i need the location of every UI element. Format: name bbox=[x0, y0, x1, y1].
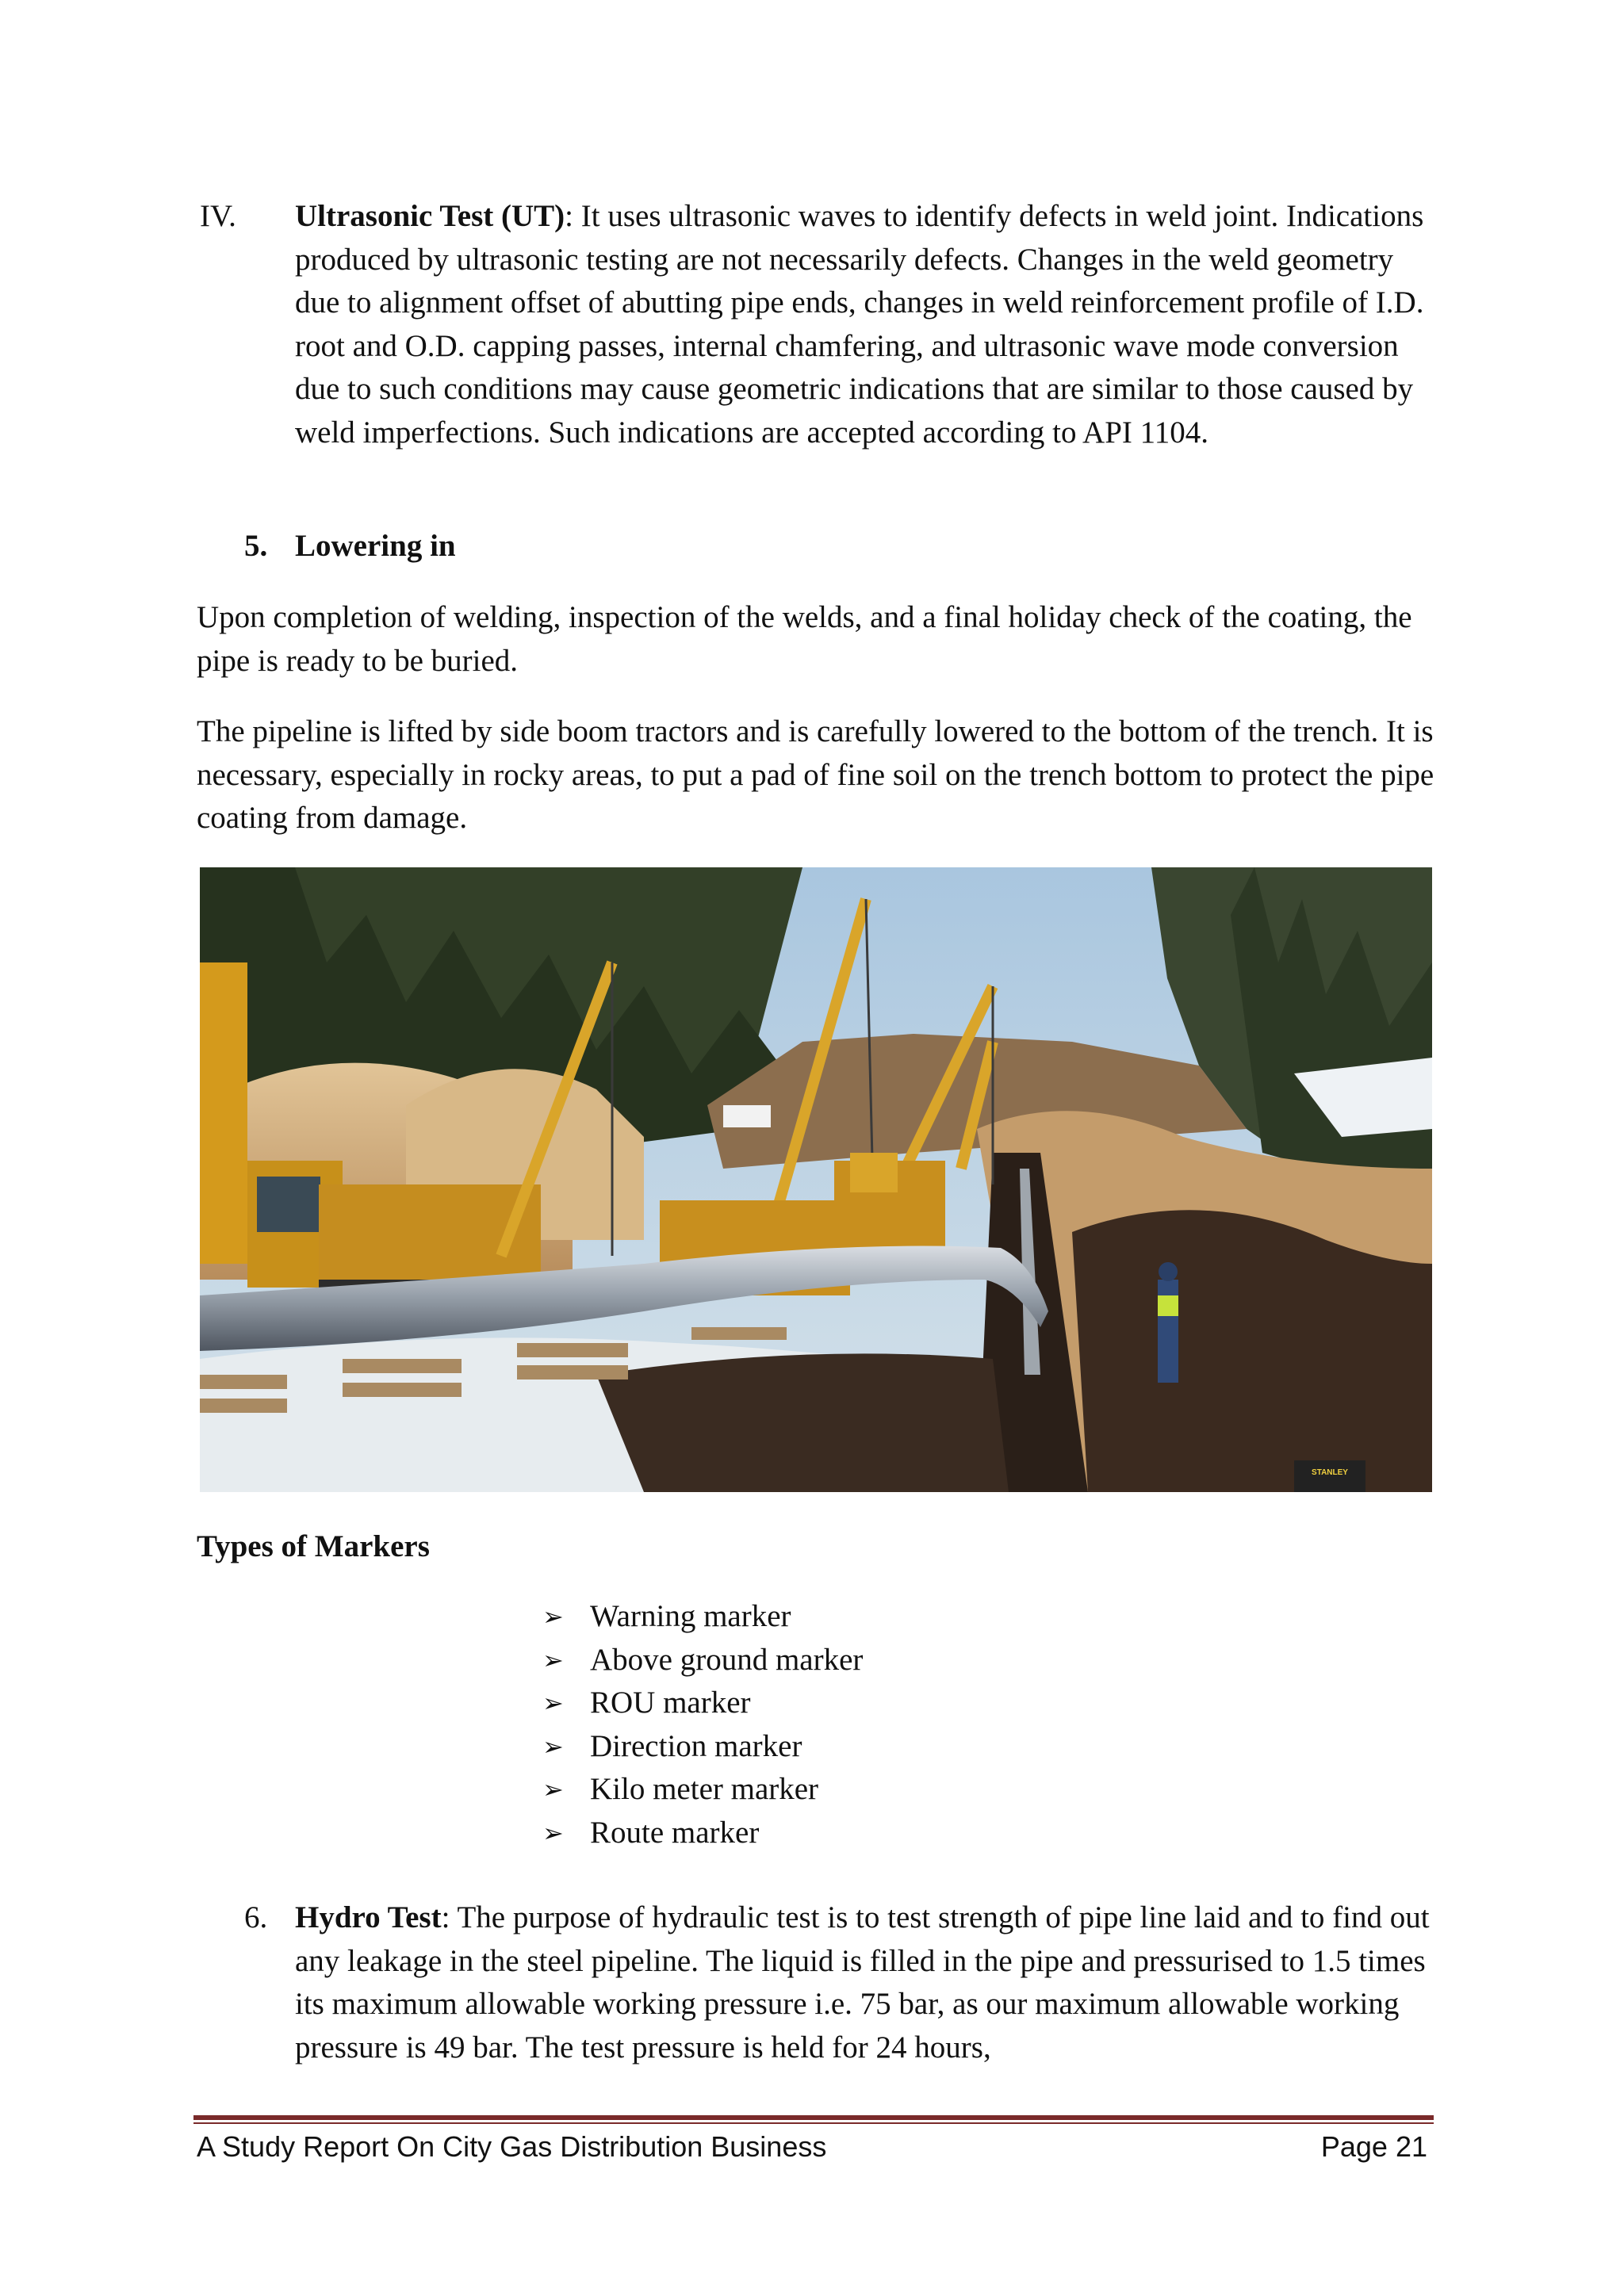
arrowhead-bullet-icon: ➢ bbox=[542, 1601, 564, 1632]
section-6-number: 6. bbox=[244, 1900, 268, 1934]
pipeline-lowering-photo bbox=[200, 867, 1432, 1492]
lowering-paragraph-2: The pipeline is lifted by side boom tractors and is carefully lowered to the bottom of the trench. It is necessary, especially in rocky areas, to put a pad of fine soil on the trench bottom to protect the pipe coating from damage. bbox=[197, 714, 1434, 835]
markers-list bbox=[542, 1595, 863, 1854]
list-number-iv: IV. bbox=[200, 199, 236, 233]
footer-rule-thick bbox=[193, 2115, 1434, 2120]
photo-watermark: STANLEY bbox=[1312, 1468, 1348, 1477]
arrowhead-bullet-icon: ➢ bbox=[542, 1731, 564, 1762]
footer-title: A Study Report On City Gas Distribution Business bbox=[197, 2130, 827, 2163]
hydro-test-text: : The purpose of hydraulic test is to test strength of pipe line laid and to find out any leakage in the steel pipeline. The liquid is filled in the pipe and pressurised to 1.5 times its maximum allowable working pressure i.e. 75 bar, as our maximum allowable working pressure is 49 bar. The test pressure is held for 24 hours, bbox=[295, 1900, 1430, 2064]
arrowhead-bullet-icon: ➢ bbox=[542, 1817, 564, 1848]
marker-label: Kilo meter marker bbox=[590, 1772, 819, 1806]
list-item bbox=[542, 1768, 863, 1812]
lowering-paragraph-1: Upon completion of welding, inspection of the welds, and a final holiday check of the coating, the pipe is ready to be buried. bbox=[197, 600, 1412, 678]
marker-label: Above ground marker bbox=[590, 1642, 864, 1677]
ultrasonic-test-paragraph bbox=[295, 195, 1437, 454]
ultrasonic-test-text: : It uses ultrasonic waves to identify defects in weld joint. Indications produced by ultrasonic testing are not necessarily defects. Changes in the weld geometry due to alignment offset of abutting pipe ends, changes in weld reinforcement profile of I.D. root and O.D. capping passes, internal chamfering, and ultrasonic wave mode conversion due to such conditions may cause geometric indications that are similar to those caused by weld imperfections. Such indications are accepted according to API 1104. bbox=[295, 199, 1424, 450]
list-item bbox=[542, 1639, 863, 1682]
arrowhead-bullet-icon: ➢ bbox=[542, 1644, 564, 1675]
list-item bbox=[542, 1812, 863, 1855]
hydro-test-paragraph bbox=[295, 1896, 1437, 2069]
footer-page-number: Page 21 bbox=[1320, 2130, 1427, 2163]
footer-rule-thin bbox=[193, 2122, 1434, 2124]
ultrasonic-test-term: Ultrasonic Test (UT) bbox=[295, 199, 565, 233]
section-5-title: Lowering in bbox=[295, 529, 456, 563]
marker-label: Warning marker bbox=[590, 1599, 791, 1633]
marker-label: Direction marker bbox=[590, 1728, 802, 1763]
marker-label: Route marker bbox=[590, 1815, 760, 1850]
list-item bbox=[542, 1725, 863, 1769]
arrowhead-bullet-icon: ➢ bbox=[542, 1774, 564, 1804]
section-5-number: 5. bbox=[244, 529, 268, 563]
marker-label: ROU marker bbox=[590, 1686, 751, 1720]
markers-heading: Types of Markers bbox=[197, 1529, 430, 1563]
arrowhead-bullet-icon: ➢ bbox=[542, 1688, 564, 1718]
list-item bbox=[542, 1595, 863, 1639]
list-item bbox=[542, 1682, 863, 1725]
hydro-test-term: Hydro Test bbox=[295, 1900, 442, 1934]
